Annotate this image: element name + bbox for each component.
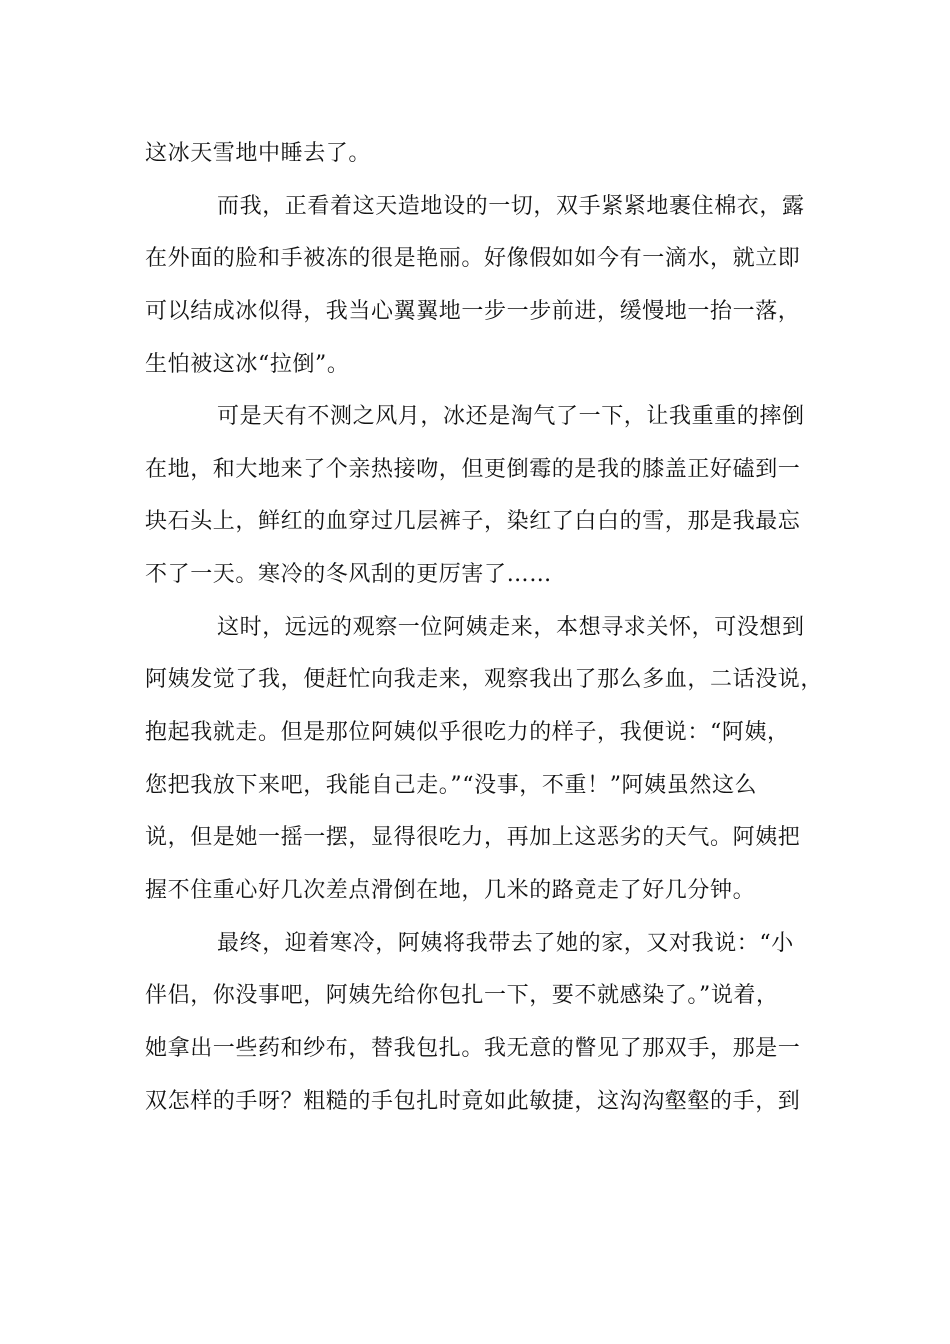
text-line: 阿姨发觉了我，便赶忙向我走来，观察我出了那么多血，二话没说， [145,667,824,693]
text-line: 不了一天。寒冷的冬风刮的更厉害了…… [145,562,552,588]
text-line: 在地，和大地来了个亲热接吻，但更倒霉的是我的膝盖正好磕到一 [145,456,801,482]
paragraph-first-line: 可是天有不测之风月，冰还是淘气了一下，让我重重的摔倒 [217,404,805,430]
text-line: 这冰天雪地中睡去了。 [145,141,372,166]
text-line: 她拿出一些药和纱布，替我包扎。我无意的瞥见了那双手，那是一 [145,1035,801,1061]
text-line: 可以结成冰似得，我当心翼翼地一步一步前进，缓慢地一抬一落， [145,298,801,324]
text-line: 抱起我就走。但是那位阿姨似乎很吃力的样子，我便说：“阿姨， [145,720,790,746]
text-line: 块石头上，鲜红的血穿过几层裤子，染红了白白的雪，那是我最忘 [145,509,801,535]
text-line: 握不住重心好几次差点滑倒在地，几米的路竟走了好几分钟。 [145,877,756,903]
paragraph-first-line: 这时，远远的观察一位阿姨走来，本想寻求关怀，可没想到 [217,614,805,640]
text-line: 伴侣，你没事吧，阿姨先给你包扎一下，要不就感染了。”说着， [145,983,779,1009]
text-line: 生怕被这冰“拉倒”。 [145,351,350,377]
text-line: 您把我放下来吧，我能自己走。”“没事，不重！”阿姨虽然这么 [145,772,758,798]
text-line: 在外面的脸和手被冻的很是艳丽。好像假如如今有一滴水，就立即 [145,246,801,272]
paragraph-first-line: 最终，迎着寒冷，阿姨将我带去了她的家，又对我说：“小 [217,930,794,956]
paragraph-first-line: 而我，正看着这天造地设的一切，双手紧紧地裹住棉衣，露 [217,193,805,219]
body-text [145,128,825,1128]
text-line: 说，但是她一摇一摆，显得很吃力，再加上这恶劣的天气。阿姨把 [145,825,801,851]
text-line: 双怎样的手呀？粗糙的手包扎时竟如此敏捷，这沟沟壑壑的手，到 [145,1088,801,1114]
